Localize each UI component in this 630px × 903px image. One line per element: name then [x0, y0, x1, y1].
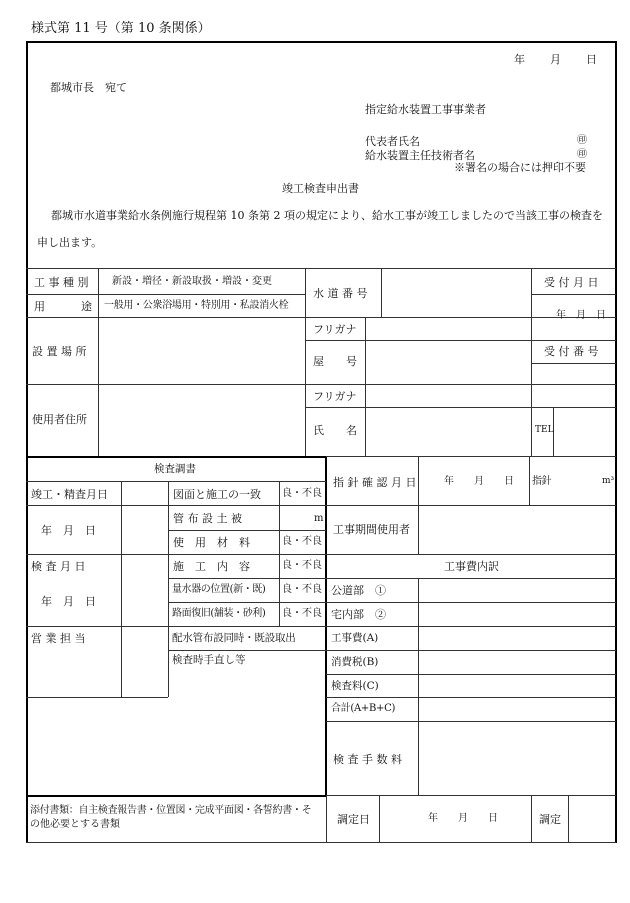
- line: [26, 317, 616, 318]
- user-address-label: 使用者住所: [32, 413, 87, 426]
- inspection-header: 検査調書: [154, 463, 196, 475]
- line: [168, 602, 326, 603]
- body-text-line2: 申し出ます。: [37, 236, 103, 249]
- check-label: 使 用 材 料: [173, 536, 250, 549]
- line: [326, 674, 616, 675]
- tax-b-label: 消費税(B): [331, 656, 379, 668]
- line: [26, 626, 616, 627]
- seal-note: ※署名の場合には押印不要: [454, 161, 586, 174]
- water-number-label: 水 道 番 号: [313, 287, 368, 300]
- inspection-border-bottom: [26, 795, 327, 797]
- technician-label: 給水装置主任技術者名: [365, 149, 475, 162]
- adjust-date-value: 年 月 日: [428, 813, 498, 824]
- check-label: 量水器の位置(新・既): [172, 584, 266, 595]
- line: [121, 481, 122, 697]
- line: [326, 650, 616, 651]
- fix-note: 検査時手直し等: [172, 654, 246, 666]
- date-month-label: 月: [550, 53, 561, 66]
- inspection-border-top: [26, 456, 327, 458]
- line: [26, 554, 616, 555]
- line: [26, 384, 616, 385]
- adjust-label: 調定: [539, 813, 561, 826]
- check-value: 良・不良: [282, 584, 322, 595]
- site-label: 設 置 場 所: [32, 345, 87, 358]
- outer-border-top: [26, 41, 617, 43]
- check-label: 路面復旧(舗装・砂利): [172, 608, 266, 619]
- line: [326, 795, 616, 796]
- usage-options: 一般用・公衆浴場用・特別用・私設消火栓: [104, 300, 289, 311]
- line: [531, 407, 616, 408]
- line: [418, 456, 419, 554]
- line: [279, 481, 280, 626]
- line: [26, 294, 305, 295]
- date-year-label: 年: [514, 53, 525, 66]
- line: [168, 530, 326, 531]
- line: [26, 842, 616, 843]
- outer-border-right: [615, 41, 617, 843]
- inspection-date-label: 検 査 月 日: [31, 560, 86, 573]
- line: [326, 697, 616, 698]
- check-value: 良・不良: [282, 560, 322, 571]
- form-title: 竣工検査申出書: [282, 182, 359, 195]
- usage-label: 用 途: [34, 300, 92, 313]
- meter-label: 指針: [532, 476, 551, 487]
- line: [305, 340, 531, 341]
- line: [531, 363, 616, 364]
- completion-date-value: 年 月 日: [41, 524, 96, 537]
- date-day-label: 日: [586, 53, 597, 66]
- completion-date-label: 竣工・精査月日: [31, 488, 108, 501]
- store-name-label: 屋 号: [313, 355, 357, 368]
- name-label: 氏 名: [313, 424, 357, 437]
- inspection-fee-label: 検 査 手 数 料: [333, 753, 402, 766]
- public-part-label: 公道部 ①: [331, 584, 386, 597]
- check-value: 良・不良: [282, 536, 322, 547]
- meter-unit: m³: [602, 476, 615, 486]
- line: [26, 268, 616, 269]
- line: [326, 795, 327, 842]
- check-value: m: [314, 513, 324, 524]
- receipt-number-label: 受 付 番 号: [544, 345, 599, 358]
- line: [168, 578, 326, 579]
- line: [418, 578, 419, 795]
- furigana-label: フリガナ: [313, 390, 357, 403]
- line: [305, 268, 306, 456]
- inspection-date-value: 年 月 日: [41, 595, 96, 608]
- line: [26, 697, 168, 698]
- check-label: 施 工 内 容: [173, 560, 250, 573]
- attachments-line1: 添付書類：自主検査報告書・位置図・完成平面図・各誓約書・そ: [30, 805, 312, 816]
- work-type-options: 新設・増径・新設取扱・増設・変更: [112, 276, 272, 287]
- line: [26, 481, 326, 482]
- sales-staff-label: 営 業 担 当: [31, 632, 86, 645]
- seal-mark: ㊞: [577, 149, 587, 160]
- line: [531, 294, 616, 295]
- body-text-line1: 都城市水道事業給水条例施行規程第 10 条第 2 項の規定により、給水工事が竣工しましたので当該工事の検査を: [51, 209, 603, 222]
- line: [326, 456, 616, 457]
- meter-check-date-label: 指 針 確 認 月 日: [333, 476, 417, 489]
- representative-label: 代表者氏名: [365, 135, 420, 148]
- line: [326, 602, 616, 603]
- tel-label: TEL: [535, 425, 554, 435]
- line: [379, 795, 380, 842]
- receipt-date-label: 受 付 月 日: [544, 276, 599, 289]
- line: [365, 317, 366, 456]
- private-part-label: 宅内部 ②: [331, 608, 386, 621]
- fee-c-label: 検査料(C): [331, 680, 379, 692]
- line: [531, 795, 532, 842]
- line: [326, 721, 616, 722]
- adjust-date-label: 調定日: [337, 813, 370, 826]
- line: [381, 268, 382, 317]
- furigana-label: フリガナ: [313, 323, 357, 336]
- line: [531, 268, 532, 456]
- meter-check-date-value: 年 月 日: [444, 476, 514, 487]
- check-value: 良・不良: [282, 608, 322, 619]
- line: [168, 481, 169, 697]
- form-number-label: 様式第 11 号（第 10 条関係）: [31, 21, 211, 36]
- seal-mark: ㊞: [577, 135, 587, 146]
- check-label: 図面と施工の一致: [173, 488, 261, 501]
- line: [305, 407, 531, 408]
- cost-breakdown-label: 工事費内訳: [444, 560, 499, 573]
- line: [98, 268, 99, 456]
- attachments-line2: の他必要とする書類: [30, 819, 120, 830]
- line: [529, 456, 530, 505]
- line: [531, 340, 616, 341]
- line: [168, 650, 326, 651]
- line: [26, 505, 326, 506]
- work-type-label: 工 事 種 別: [34, 276, 89, 289]
- line: [326, 578, 616, 579]
- receipt-date-value: 年 月 日: [556, 310, 606, 321]
- cost-a-label: 工事費(A): [331, 632, 379, 644]
- total-label: 合計(A+B+C): [331, 703, 396, 714]
- check-label: 管 布 設 土 被: [173, 512, 242, 525]
- outer-border-left: [26, 41, 28, 843]
- check-value: 良・不良: [282, 488, 322, 499]
- business-label: 指定給水装置工事事業者: [365, 103, 486, 116]
- line: [326, 505, 616, 506]
- line: [568, 795, 569, 842]
- period-user-label: 工事期間使用者: [333, 523, 410, 536]
- pipe-connection: 配水管布設同時・既設取出: [172, 632, 296, 644]
- addressee: 都城市長 宛て: [50, 81, 127, 94]
